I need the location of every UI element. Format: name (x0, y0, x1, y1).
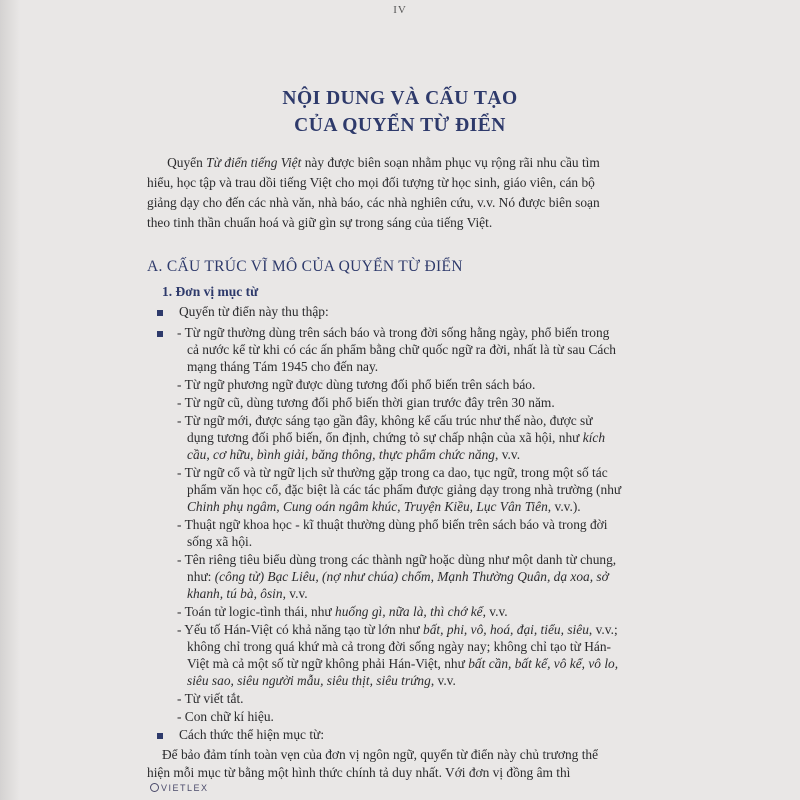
bullet-text: Quyển từ điển này thu thập: (179, 304, 329, 319)
list-item-cont: khanh, tú bà, ôsin, v.v. (187, 586, 308, 601)
square-bullet-icon (157, 310, 163, 316)
list-item-cont: siêu sao, siêu người mẫu, siêu thịt, siêu trứng, v.v. (187, 673, 456, 688)
list-item: - Từ ngữ cổ và từ ngữ lịch sử thường gặp trong ca dao, tục ngữ, trong một số tác (177, 465, 608, 480)
list-item: - Từ ngữ cũ, dùng tương đối phổ biến thời gian trước đây trên 30 năm. (177, 395, 555, 410)
list-item-cont: như: (công tử) Bạc Liêu, (nợ như chúa) chổm, Mạnh Thường Quân, dạ xoa, sở (187, 569, 609, 584)
intro-line: hiểu, học tập và trau dồi tiếng Việt cho mọi đối tượng từ học sinh, giáo viên, cán bộ (147, 175, 595, 190)
intro-paragraph (147, 153, 667, 233)
paragraph-line: hiện mỗi mục từ bằng một hình thức chính tả duy nhất. Với đơn vị đồng âm thì (147, 765, 571, 780)
logo-circle-icon (150, 783, 159, 792)
title-line-1: NỘI DUNG VÀ CẤU TẠO (282, 88, 518, 109)
list-item-cont: Việt mà cả một số từ ngữ không phải Hán-Việt, như bất cần, bất kể, vô kể, vô lo, (187, 656, 619, 671)
list-item: - Thuật ngữ khoa học - kĩ thuật thường dùng phổ biến trên sách báo và trong đời (177, 517, 608, 532)
list-item-cont: không chỉ trong quá khứ mà cả trong đời sống ngày nay; không chỉ tạo từ Hán- (187, 639, 611, 654)
list-item: - Từ viết tắt. (177, 691, 244, 706)
square-bullet-icon (157, 733, 163, 739)
list-item: - Từ ngữ mới, được sáng tạo gần đây, không kể cấu trúc như thế nào, được sử (177, 413, 593, 428)
list-item-cont: sống xã hội. (187, 534, 253, 549)
list-item-cont: Chinh phụ ngâm, Cung oán ngâm khúc, Truyện Kiều, Lục Vân Tiên, v.v.). (187, 499, 581, 514)
list-item: - Toán tử logic-tình thái, như huống gì, nữa là, thì chớ kể, v.v. (177, 604, 508, 619)
list-item-cont: cầu, cơ hữu, bình giải, băng thông, thực phẩm chức năng, v.v. (187, 447, 521, 462)
intro-line: theo tinh thần chuẩn hoá và giữ gìn sự trong sáng của tiếng Việt. (147, 215, 493, 230)
section-heading: A. CẤU TRÚC VĨ MÔ CỦA QUYỂN TỪ ĐIỂN (147, 258, 463, 275)
bullet-text: Cách thức thể hiện mục từ: (179, 727, 325, 742)
square-bullet-icon (157, 331, 163, 337)
list-item: - Con chữ kí hiệu. (177, 709, 274, 724)
page-number: IV (393, 4, 407, 16)
list-item: - Yếu tố Hán-Việt có khả năng tạo từ lớn như bất, phi, vô, hoá, đại, tiểu, siêu, v.v.; (177, 622, 618, 637)
intro-line: giảng dạy cho đến các nhà văn, nhà báo, các nhà nghiên cứu, v.v. Nó được biên soạn (147, 195, 600, 210)
list-item: - Từ ngữ phương ngữ được dùng tương đối phổ biến trên sách báo. (177, 377, 536, 392)
intro-line: Quyển Từ điển tiếng Việt này được biên soạn nhằm phục vụ rộng rãi nhu cầu tìm (167, 155, 600, 170)
list-item-cont: dụng tương đối phổ biến, ổn định, chứng tỏ sự chấp nhận của xã hội, như kích (187, 430, 606, 445)
list-item: - Từ ngữ thường dùng trên sách báo và trong đời sống hằng ngày, phổ biến trong (177, 325, 610, 340)
subsection-heading: 1. Đơn vị mục từ (162, 284, 259, 299)
title-line-2: CỦA QUYỂN TỪ ĐIỂN (294, 115, 506, 136)
list-item-cont: mạng tháng Tám 1945 cho đến nay. (187, 359, 379, 374)
list-item: - Tên riêng tiêu biểu dùng trong các thành ngữ hoặc dùng như một danh từ chung, (177, 552, 617, 567)
list-item-cont: phẩm văn học cổ, đặc biệt là các tác phẩm được giảng dạy trong nhà trường (như (187, 482, 622, 497)
paragraph-line: Để bảo đảm tính toàn vẹn của đơn vị ngôn ngữ, quyển từ điển này chủ trương thể (162, 747, 599, 762)
publisher-logo: VIETLEX (150, 783, 209, 793)
list-item-cont: cả nước kể từ khi có các ấn phẩm bằng chữ quốc ngữ ra đời, nhất là từ sau Cách (187, 342, 616, 357)
